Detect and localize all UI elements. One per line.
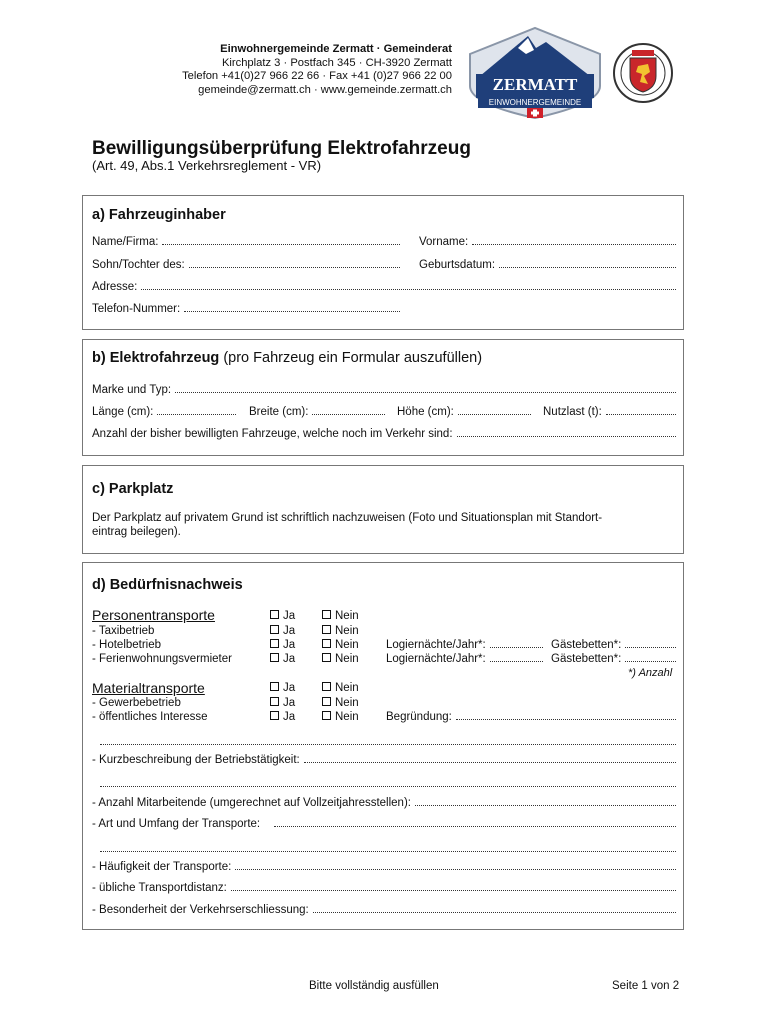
begruendung-field[interactable]: Begründung:: [386, 711, 676, 723]
section-c-heading: c) Parkplatz: [92, 481, 174, 497]
svg-text:ZERMATT: ZERMATT: [492, 75, 578, 94]
kurzbeschreibung-field[interactable]: - Kurzbeschreibung der Betriebstätigkeit:: [92, 754, 676, 766]
section-b-heading: [92, 350, 482, 366]
laenge-label: Länge (cm):: [92, 406, 154, 418]
art-umfang-field[interactable]: - Art und Umfang der Transporte:: [92, 818, 676, 830]
telefon-field[interactable]: [92, 303, 400, 315]
section-b-note: (pro Fahrzeug ein Formular auszufüllen): [223, 350, 483, 366]
laenge-field[interactable]: [92, 406, 236, 418]
page-title: Bewilligungsüberprüfung Elektrofahrzeug: [92, 138, 471, 159]
ferien-nein-checkbox[interactable]: Nein: [322, 653, 359, 665]
footer-instruction: Bitte vollständig ausfüllen: [309, 980, 439, 992]
oeffentlich-label: - öffentliches Interesse: [92, 711, 208, 723]
ferien-gaestebetten-field[interactable]: Gästebetten*:: [551, 653, 676, 665]
section-b-title: b) Elektrofahrzeug: [92, 350, 220, 366]
svg-text:EINWOHNERGEMEINDE: EINWOHNERGEMEINDE: [488, 98, 582, 107]
parkplatz-text-2: eintrag beilegen).: [92, 526, 181, 538]
hotel-gaestebetten-field[interactable]: Gästebetten*:: [551, 639, 676, 651]
anzahl-fahrzeuge-field[interactable]: [92, 428, 676, 440]
org-web: gemeinde@zermatt.ch · www.gemeinde.zermatt.ch: [198, 83, 452, 96]
hotel-nein-checkbox[interactable]: Nein: [322, 639, 359, 651]
haeufigkeit-field[interactable]: - Häufigkeit der Transporte:: [92, 861, 676, 873]
gewerbe-ja-checkbox[interactable]: Ja: [270, 697, 295, 709]
breite-field[interactable]: [249, 406, 385, 418]
taxi-nein-checkbox[interactable]: Nein: [322, 625, 359, 637]
section-d-heading: d) Bedürfnisnachweis: [92, 577, 243, 593]
kurzbeschreibung-line-2[interactable]: [100, 786, 676, 787]
taxi-ja-checkbox[interactable]: Ja: [270, 625, 295, 637]
personentransporte-heading: Personentransporte: [92, 607, 215, 623]
material-ja-checkbox[interactable]: Ja: [270, 682, 295, 694]
name-label: Name/Firma:: [92, 236, 159, 248]
hoehe-field[interactable]: [397, 406, 531, 418]
begruendung-line-2[interactable]: [100, 744, 676, 745]
org-address: Kirchplatz 3 · Postfach 345 · CH-3920 Zermatt: [221, 56, 452, 69]
marke-field[interactable]: [92, 384, 676, 396]
transportdistanz-field[interactable]: - übliche Transportdistanz:: [92, 882, 676, 894]
hotelbetrieb-label: - Hotelbetrieb: [92, 639, 162, 651]
hoehe-label: Höhe (cm):: [397, 406, 454, 418]
mitarbeitende-field[interactable]: - Anzahl Mitarbeitende (umgerechnet auf Vollzeitjahresstellen):: [92, 797, 676, 809]
section-c-box: [82, 465, 684, 554]
page-number: Seite 1 von 2: [612, 980, 680, 992]
org-name: Einwohnergemeinde Zermatt · Gemeinderat: [220, 43, 452, 55]
verkehrserschliessung-field[interactable]: - Besonderheit der Verkehrserschliessung:: [92, 904, 676, 916]
materialtransporte-heading: Materialtransporte: [92, 680, 205, 696]
hotel-logiernaechte-field[interactable]: Logiernächte/Jahr*:: [386, 639, 543, 651]
parkplatz-text-1: Der Parkplatz auf privatem Grund ist schriftlich nachzuweisen (Foto und Situationsplan mit Standort-: [92, 512, 603, 524]
oeffentlich-nein-checkbox[interactable]: Nein: [322, 711, 359, 723]
section-a-heading: a) Fahrzeuginhaber: [92, 207, 226, 223]
oeffentlich-ja-checkbox[interactable]: Ja: [270, 711, 295, 723]
anzahl-fahrzeuge-label: Anzahl der bisher bewilligten Fahrzeuge, welche noch im Verkehr sind:: [92, 428, 453, 440]
name-field[interactable]: [92, 236, 400, 248]
coat-of-arms-icon: [612, 42, 674, 104]
adresse-field[interactable]: [92, 281, 676, 293]
vorname-field[interactable]: [419, 236, 676, 248]
marke-label: Marke und Typ:: [92, 384, 172, 396]
ferien-logiernaechte-field[interactable]: Logiernächte/Jahr*:: [386, 653, 543, 665]
material-nein-checkbox[interactable]: Nein: [322, 682, 359, 694]
nutzlast-field[interactable]: [543, 406, 676, 418]
geburtsdatum-label: Geburtsdatum:: [419, 259, 496, 271]
ferienwohnung-label: - Ferienwohnungsvermieter: [92, 653, 232, 665]
vorname-label: Vorname:: [419, 236, 469, 248]
sohn-label: Sohn/Tochter des:: [92, 259, 185, 271]
telefon-label: Telefon-Nummer:: [92, 303, 181, 315]
breite-label: Breite (cm):: [249, 406, 309, 418]
hotel-ja-checkbox[interactable]: Ja: [270, 639, 295, 651]
gewerbe-nein-checkbox[interactable]: Nein: [322, 697, 359, 709]
org-phone: Telefon +41(0)27 966 22 66 · Fax +41 (0)27 966 22 00: [182, 70, 452, 83]
nutzlast-label: Nutzlast (t):: [543, 406, 602, 418]
adresse-label: Adresse:: [92, 281, 138, 293]
personen-ja-checkbox[interactable]: Ja: [270, 610, 295, 622]
ferien-ja-checkbox[interactable]: Ja: [270, 653, 295, 665]
art-umfang-line-2[interactable]: [100, 851, 676, 852]
gewerbebetrieb-label: - Gewerbebetrieb: [92, 697, 181, 709]
anzahl-footnote: *) Anzahl: [628, 667, 673, 679]
zermatt-logo: [466, 24, 604, 120]
page-subtitle: (Art. 49, Abs.1 Verkehrsreglement - VR): [92, 158, 322, 173]
taxibetrieb-label: - Taxibetrieb: [92, 625, 155, 637]
letterhead: [182, 43, 452, 97]
sohn-field[interactable]: [92, 259, 400, 271]
geburtsdatum-field[interactable]: [419, 259, 676, 271]
personen-nein-checkbox[interactable]: Nein: [322, 610, 359, 622]
